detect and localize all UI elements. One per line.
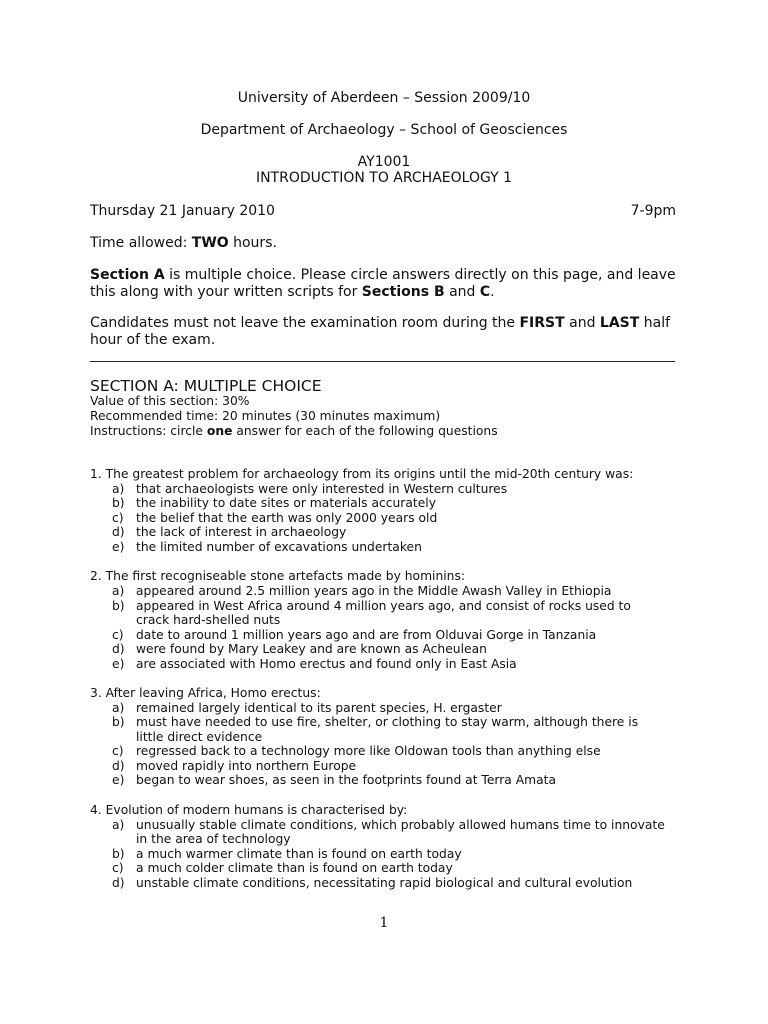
option-letter: a)	[112, 818, 125, 832]
section-c-label: C	[479, 284, 491, 300]
instructions-post: answer for each of the following questions	[232, 424, 498, 438]
option-letter: c)	[112, 744, 124, 758]
exam-date: Thursday 21 January 2010	[90, 203, 275, 219]
and-text: and	[444, 284, 480, 300]
option-letter: a)	[112, 482, 125, 496]
candidates-half: half	[639, 315, 671, 331]
option-letter: c)	[112, 511, 124, 525]
university-line: University of Aberdeen – Session 2009/10	[237, 90, 531, 106]
option-letter: a)	[112, 701, 125, 715]
time-allowed	[90, 235, 277, 252]
option-letter: b)	[112, 715, 125, 729]
q2-option-a[interactable]	[112, 584, 611, 599]
question-4: 4. Evolution of modern humans is characterised by:	[90, 803, 408, 817]
period-text: .	[490, 284, 495, 300]
option-text: were found by Mary Leakey and are known as Acheulean	[136, 642, 487, 656]
option-letter: e)	[112, 657, 125, 671]
q1-option-d[interactable]	[112, 525, 346, 540]
time-allowed-prefix: Time allowed:	[90, 235, 192, 251]
option-text: regressed back to a technology more like Oldowan tools than anything else	[136, 744, 601, 758]
candidates-and: and	[564, 315, 600, 331]
option-letter: b)	[112, 847, 125, 861]
q1-option-e[interactable]	[112, 540, 422, 555]
section-a-label: Section A	[90, 267, 165, 283]
question-3: 3. After leaving Africa, Homo erectus:	[90, 686, 321, 700]
candidates-line2: hour of the exam.	[90, 332, 216, 348]
option-letter: d)	[112, 525, 125, 539]
section-a-note-line2	[90, 284, 495, 301]
course-code: AY1001	[357, 154, 411, 170]
q4-option-a[interactable]	[112, 818, 665, 833]
q2-option-b[interactable]	[112, 599, 631, 614]
q3-option-b-continued: little direct evidence	[136, 730, 263, 744]
q2-option-c[interactable]	[112, 628, 596, 643]
q4-option-b[interactable]	[112, 847, 462, 862]
first-label: FIRST	[519, 315, 565, 331]
page-number: 1	[379, 915, 389, 931]
q4-option-a-continued: in the area of technology	[136, 832, 291, 846]
q3-option-a[interactable]	[112, 701, 502, 716]
question-2: 2. The first recogniseable stone artefacts made by hominins:	[90, 569, 466, 583]
section-a-recommended-time: Recommended time: 20 minutes (30 minutes maximum)	[90, 409, 441, 423]
q2-option-e[interactable]	[112, 657, 517, 672]
section-a-title: SECTION A: MULTIPLE CHOICE	[90, 377, 322, 395]
option-letter: d)	[112, 759, 125, 773]
option-text: are associated with Homo erectus and found only in East Asia	[136, 657, 517, 671]
option-letter: b)	[112, 496, 125, 510]
option-letter: d)	[112, 642, 125, 656]
option-text: a much colder climate than is found on earth today	[136, 861, 453, 875]
option-letter: a)	[112, 584, 125, 598]
course-title: INTRODUCTION TO ARCHAEOLOGY 1	[255, 170, 513, 186]
last-label: LAST	[599, 315, 640, 331]
department-line: Department of Archaeology – School of Geosciences	[200, 122, 568, 138]
candidates-line1	[90, 315, 670, 332]
instructions-pre: Instructions: circle	[90, 424, 207, 438]
option-text: must have needed to use fire, shelter, or clothing to stay warm, although there is	[136, 715, 639, 729]
q2-option-b-continued: crack hard-shelled nuts	[136, 613, 281, 627]
option-text: the limited number of excavations undertaken	[136, 540, 422, 554]
instructions-one: one	[206, 424, 233, 438]
option-letter: c)	[112, 628, 124, 642]
q1-option-c[interactable]	[112, 511, 437, 526]
option-text: remained largely identical to its parent species, H. ergaster	[136, 701, 502, 715]
section-a-instructions	[90, 424, 498, 439]
option-letter: d)	[112, 876, 125, 890]
time-allowed-hours: TWO	[191, 235, 229, 251]
section-a-note-pre: this along with your written scripts for	[90, 284, 362, 300]
q4-option-d[interactable]	[112, 876, 632, 891]
question-1: 1. The greatest problem for archaeology from its origins until the mid-20th century was:	[90, 467, 634, 481]
q3-option-b[interactable]	[112, 715, 638, 730]
q3-option-d[interactable]	[112, 759, 356, 774]
option-text: moved rapidly into northern Europe	[136, 759, 357, 773]
option-text: the inability to date sites or materials accurately	[136, 496, 436, 510]
option-text: unusually stable climate conditions, which probably allowed humans time to innovate	[136, 818, 665, 832]
option-letter: b)	[112, 599, 125, 613]
option-letter: c)	[112, 861, 124, 875]
option-text: appeared around 2.5 million years ago in the Middle Awash Valley in Ethiopia	[136, 584, 612, 598]
option-text: appeared in West Africa around 4 million years ago, and consist of rocks used to	[136, 599, 631, 613]
candidates-pre: Candidates must not leave the examination room during the	[90, 315, 520, 331]
option-text: the lack of interest in archaeology	[136, 525, 347, 539]
option-text: that archaeologists were only interested in Western cultures	[136, 482, 508, 496]
sections-b-label: Sections B	[361, 284, 445, 300]
option-text: began to wear shoes, as seen in the footprints found at Terra Amata	[136, 773, 557, 787]
option-text: a much warmer climate than is found on earth today	[136, 847, 462, 861]
section-a-note-line1	[90, 267, 676, 284]
section-a-note-text: is multiple choice. Please circle answers directly on this page, and leave	[164, 267, 676, 283]
option-text: date to around 1 million years ago and are from Olduvai Gorge in Tanzania	[136, 628, 597, 642]
q3-option-c[interactable]	[112, 744, 601, 759]
time-allowed-suffix: hours.	[228, 235, 277, 251]
q2-option-d[interactable]	[112, 642, 487, 657]
exam-time: 7-9pm	[630, 203, 676, 219]
section-a-value: Value of this section: 30%	[90, 394, 250, 408]
q1-option-a[interactable]	[112, 482, 507, 497]
option-text: the belief that the earth was only 2000 years old	[136, 511, 438, 525]
option-text: unstable climate conditions, necessitating rapid biological and cultural evolution	[136, 876, 633, 890]
q4-option-c[interactable]	[112, 861, 453, 876]
option-letter: e)	[112, 773, 125, 787]
q1-option-b[interactable]	[112, 496, 436, 511]
divider-line	[90, 361, 675, 362]
option-letter: e)	[112, 540, 125, 554]
q3-option-e[interactable]	[112, 773, 556, 788]
